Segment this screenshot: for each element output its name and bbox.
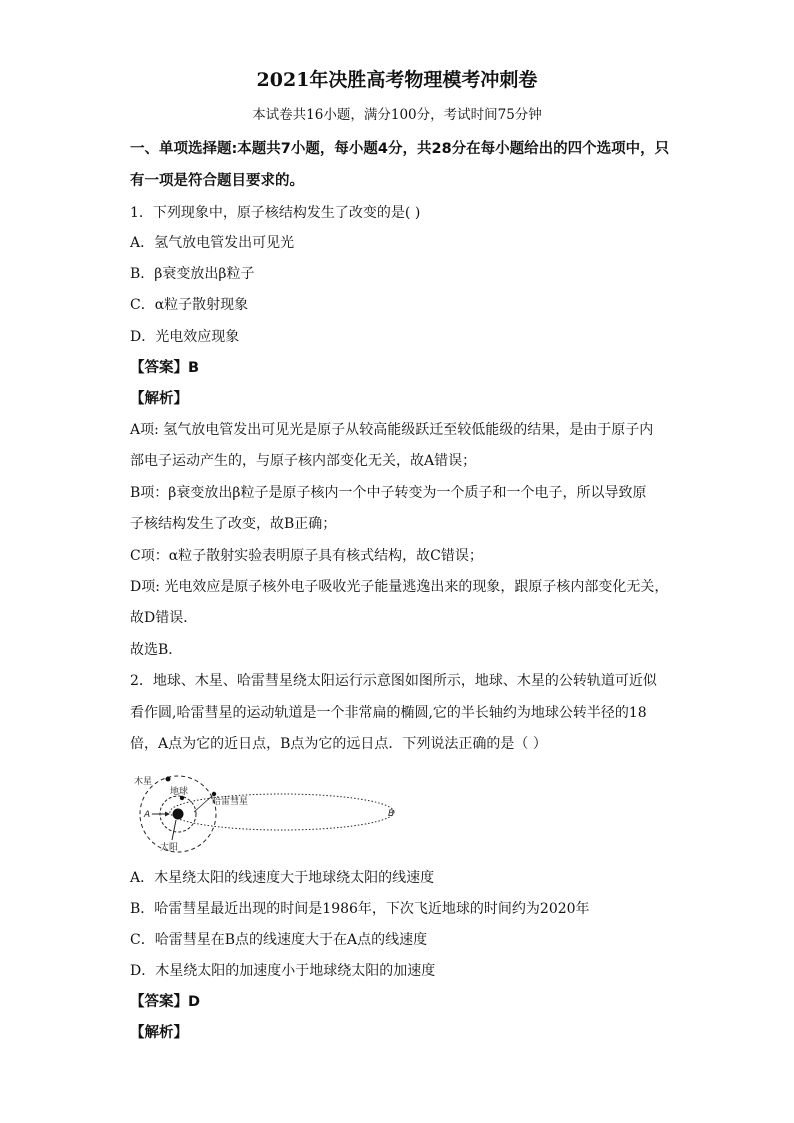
q2-stem-line: 倍，A点为它的近日点，B点为它的远日点．下列说法正确的是（ ）	[130, 736, 547, 752]
section-heading-line2: 有一项是符合题目要求的。	[130, 173, 304, 189]
q1-analysis-line: D项: 光电效应是原子核外电子吸收光子能量逃逸出来的现象，跟原子核内部变化无关，	[130, 579, 669, 595]
q1-analysis-line: 子核结构发生了改变，故B正确；	[130, 516, 337, 532]
q1-option-d: D．光电效应现象	[130, 329, 240, 345]
q2-stem-line: 2．地球、木星、哈雷彗星绕太阳运行示意图如图所示，地球、木星的公转轨道可近似	[130, 673, 657, 689]
q1-analysis-line: C项：α粒子散射实验表明原子具有核式结构，故C错误；	[130, 548, 483, 564]
q2-stem-line: 看作圆,哈雷彗星的运动轨道是一个非常扁的椭圆,它的半长轴约为地球公转半径的18	[130, 705, 647, 721]
q1-stem: 1．下列现象中，原子核结构发生了改变的是( )	[130, 205, 421, 221]
orbit-diagram	[132, 770, 402, 856]
orbit-diagram-svg	[132, 770, 402, 856]
q1-answer: 【答案】B	[130, 360, 200, 376]
q1-option-b: B．β衰变放出β粒子	[130, 266, 255, 282]
page-title: 2021年决胜高考物理模考冲刺卷	[256, 69, 538, 91]
q2-option-b: B．哈雷彗星最近出现的时间是1986年，下次飞近地球的时间约为2020年	[130, 901, 590, 917]
q1-analysis-line: 部电子运动产生的，与原子核内部变化无关，故A错误；	[130, 453, 477, 469]
earth-label: 地球	[170, 787, 189, 797]
jupiter-label: 木星	[134, 777, 153, 787]
q2-answer: 【答案】D	[130, 994, 201, 1010]
point-b-label: B	[388, 809, 395, 819]
comet-icon	[212, 792, 216, 796]
sun-icon	[173, 809, 184, 820]
q2-option-a: A．木星绕太阳的线速度大于地球绕太阳的线速度	[130, 870, 435, 886]
q1-analysis-line: B项：β衰变放出β粒子是原子核内一个中子转变为一个质子和一个电子，所以导致原	[130, 485, 647, 501]
q1-analysis-line: 故选B．	[130, 642, 183, 658]
q1-analysis-label: 【解析】	[130, 391, 188, 407]
sun-label: 太阳	[160, 843, 179, 853]
jupiter-icon	[166, 777, 171, 782]
q1-analysis-line: 故D错误．	[130, 610, 198, 626]
q2-option-d: D．木星绕太阳的加速度小于地球绕太阳的加速度	[130, 963, 436, 979]
q1-option-c: C．α粒子散射现象	[130, 297, 249, 313]
q1-analysis-line: A项: 氢气放电管发出可见光是原子从较高能级跃迁至较低能级的结果，是由于原子内	[130, 422, 654, 438]
q1-option-a: A．氢气放电管发出可见光	[130, 235, 295, 251]
page-subtitle: 本试卷共16小题，满分100分，考试时间75分钟	[252, 107, 542, 123]
comet-orbit	[170, 794, 394, 830]
point-a-label: A	[144, 810, 151, 820]
comet-label: 哈雷彗星	[212, 797, 249, 807]
q2-option-c: C．哈雷彗星在B点的线速度大于在A点的线速度	[130, 932, 428, 948]
section-heading-line1: 一、单项选择题:本题共7小题，每小题4分，共28分在每小题给出的四个选项中，只	[130, 141, 670, 157]
q2-analysis-label: 【解析】	[130, 1025, 188, 1041]
